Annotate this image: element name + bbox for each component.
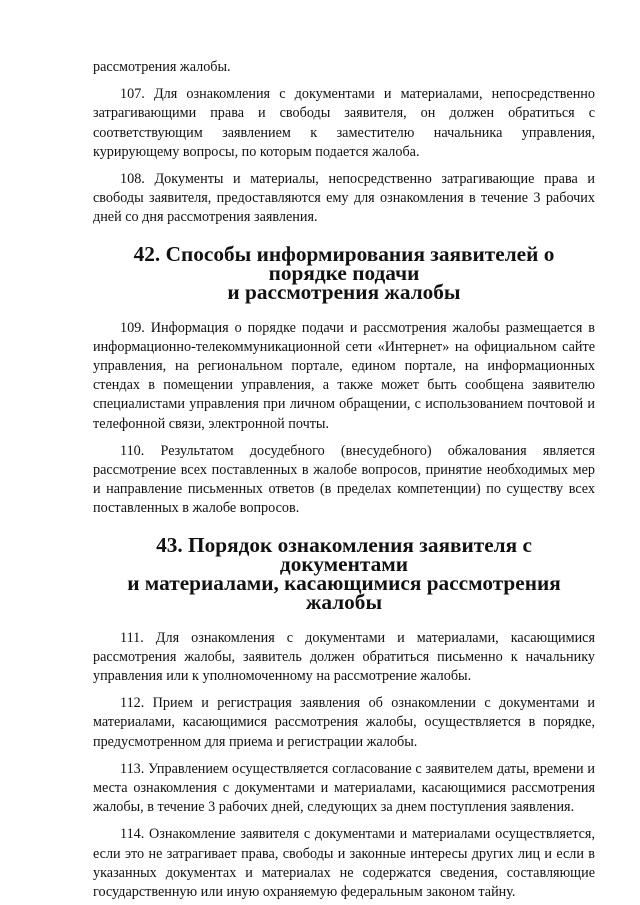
section-heading-42-line-1: 42. Способы информирования заявителей о порядке подачи: [133, 241, 555, 285]
paragraph-111: 111. Для ознакомления с документами и материалами, касающимися рассмотрения жалобы, заявитель должен обратиться письменно к начальнику управления или к уполномоченному на рассмотрение жалобы.: [93, 629, 595, 685]
document-page: [93, 58, 595, 902]
paragraph-107: 107. Для ознакомления с документами и материалами, непосредственно затрагивающими права и свободы заявителя, он должен обратиться с соответствующим заявлением к заместителю начальника управления, курирующему вопросы, по которым подается жалоба.: [93, 86, 595, 160]
paragraph-114: 114. Ознакомление заявителя с документами и материалами осуществляется, если это не затрагивает права, свободы и законные интересы других лиц и если в указанных документах и материалах не содержатся сведения, составляющие государственную или иную охраняемую федеральным законом тайну.: [93, 826, 595, 901]
paragraph-112: 112. Прием и регистрация заявления об ознакомлении с документами и материалами, касающимися рассмотрения жалобы, осуществляется в порядке, предусмотренном для приема и регистрации жалобы.: [93, 695, 595, 750]
paragraph-110: 110. Результатом досудебного (внесудебного) обжалования является рассмотрение всех поставленных в жалобе вопросов, принятие необходимых мер и направление письменных ответов (в пределах компетенции) по существу всех поставленных в жалобе вопросов.: [93, 442, 595, 517]
section-heading-42-line-2: и рассмотрения жалобы: [227, 279, 461, 304]
section-heading-43-line-1: 43. Порядок ознакомления заявителя с документами: [156, 532, 532, 576]
paragraph-108: 108. Документы и материалы, непосредственно затрагивающие права и свободы заявителя, предоставляются ему для ознакомления в течение 3 рабочих дней со дня рассмотрения заявления.: [93, 171, 595, 226]
paragraph-109: 109. Информация о порядке подачи и рассмотрения жалобы размещается в информационно-телекоммуникационной сети «Интернет» на официальном сайте управления, на региональном портале, едином портале, на информационных стендах в помещении управления, а также может быть сообщена заявителю специалистами управления при личном обращении, с использованием почтовой и телефонной связи, электронной почты.: [93, 319, 595, 432]
paragraph-continuation: рассмотрения жалобы.: [93, 59, 231, 75]
section-heading-43-line-2: и материалами, касающимися рассмотрения жалобы: [127, 570, 561, 614]
section-heading-43: [93, 532, 595, 614]
section-heading-42: [93, 241, 595, 304]
paragraph-113: 113. Управлением осуществляется согласование с заявителем даты, времени и места ознакомления с документами и материалами, касающимися рассмотрения жалобы, в течение 3 рабочих дней, следующих за днем поступления заявления.: [93, 760, 595, 816]
